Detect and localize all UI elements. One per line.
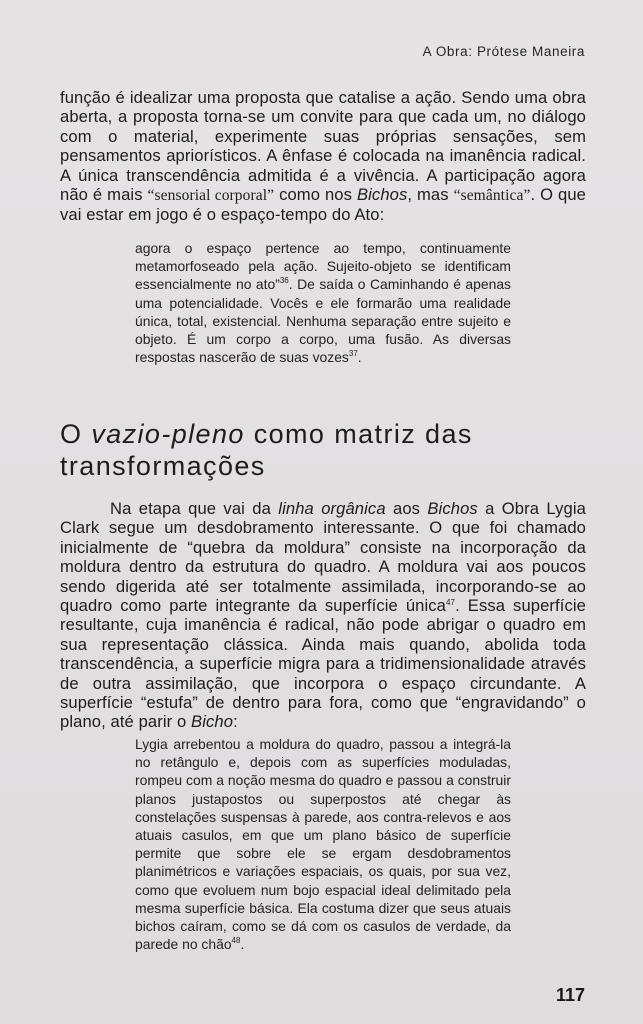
footnote-ref-48: 48	[231, 936, 241, 946]
block-quote-2: Lygia arrebentou a moldura do quadro, passou a integrá-la no retângulo e, depois com as superfícies moduladas, rompeu com a noção mesma do quadro e passou a construir planos justapostos ou superpostos até chegar às constelações suspensas à parede, aos contra-relevos e aos atuais casulos, em que um plano básico de superfície permite que sobre ele se ergam desdobramentos planimétricos e variações espaciais, os quais, por sua vez, como que evoluem num bojo espacial ideal delimitado pela mesma superfície básica. Ela costuma dizer que seus atuais bichos caíram, como se dá com os casulos de verdade, da parede no chão$^{48}$.	[135, 736, 511, 953]
footnote-ref-47: 47	[445, 598, 456, 608]
body-paragraph-1: função é idealizar uma proposta que catalise a ação. Sendo uma obra aberta, a proposta torna-se um convite para que cada um, no diálogo com o material, experimente suas próprias sensações, sem pensamentos apriorísticos. A ênfase é colocada na imanência radical. A única transcendência admitida é a vivência. A participação agora não é mais “sensorial corporal” como nos Bichos, mas “semântica”. O que vai estar em jogo é o espaço-tempo do Ato:	[60, 88, 586, 225]
footnote-ref-36: 36	[279, 276, 289, 286]
body-paragraph-2: Na etapa que vai da linha orgânica aos Bichos a Obra Lygia Clark segue um desdobramento interessante. O que foi chamado inicialmente de “quebra da moldura” consiste na incorporação da moldura dentro da estrutura do quadro. A moldura vai aos poucos sendo digerida até ser totalmente assimilada, incorporando-se ao quadro como parte integrante da superfície única$^{47}$. Essa superfície resultante, cuja imanência é radical, não pode abrigar o quadro em sua representação clássica. Ainda mais quando, abolida toda transcendência, a superfície migra para a tridimensionalidade através de outra assimilação, que incorpora o espaço circundante. A superfície “estufa” de dentro para fora, como que “engravidando” o plano, até parir o Bicho:	[60, 499, 586, 732]
footnote-ref-37: 37	[348, 349, 358, 359]
italic-bichos: Bichos	[427, 499, 478, 518]
serif-quote-sensorial: “sensorial corporal”	[147, 187, 275, 205]
italic-bicho: Bicho	[191, 712, 234, 732]
italic-linha-organica: linha orgânica	[278, 499, 386, 518]
page-number: 117	[555, 985, 585, 1005]
block-quote-1: agora o espaço pertence ao tempo, continuamente metamorfoseado pela ação. Sujeito-objeto se identificam essencialmente no ato”$^{36}$. De saída o Caminhando é apenas uma potencialidade. Vocês e ele formarão uma realidade única, total, existencial. Nenhuma separação entre sujeito e objeto. É um corpo a corpo, uma fusão. As diversas respostas nascerão de suas vozes$^{37}$.	[135, 240, 511, 366]
running-header: A Obra: Prótese Maneira	[422, 44, 585, 59]
italic-bichos: Bichos	[356, 185, 408, 205]
serif-quote-semantica: “semântica”	[453, 187, 531, 205]
section-heading: O vazio-pleno como matriz das transformações	[60, 419, 473, 481]
